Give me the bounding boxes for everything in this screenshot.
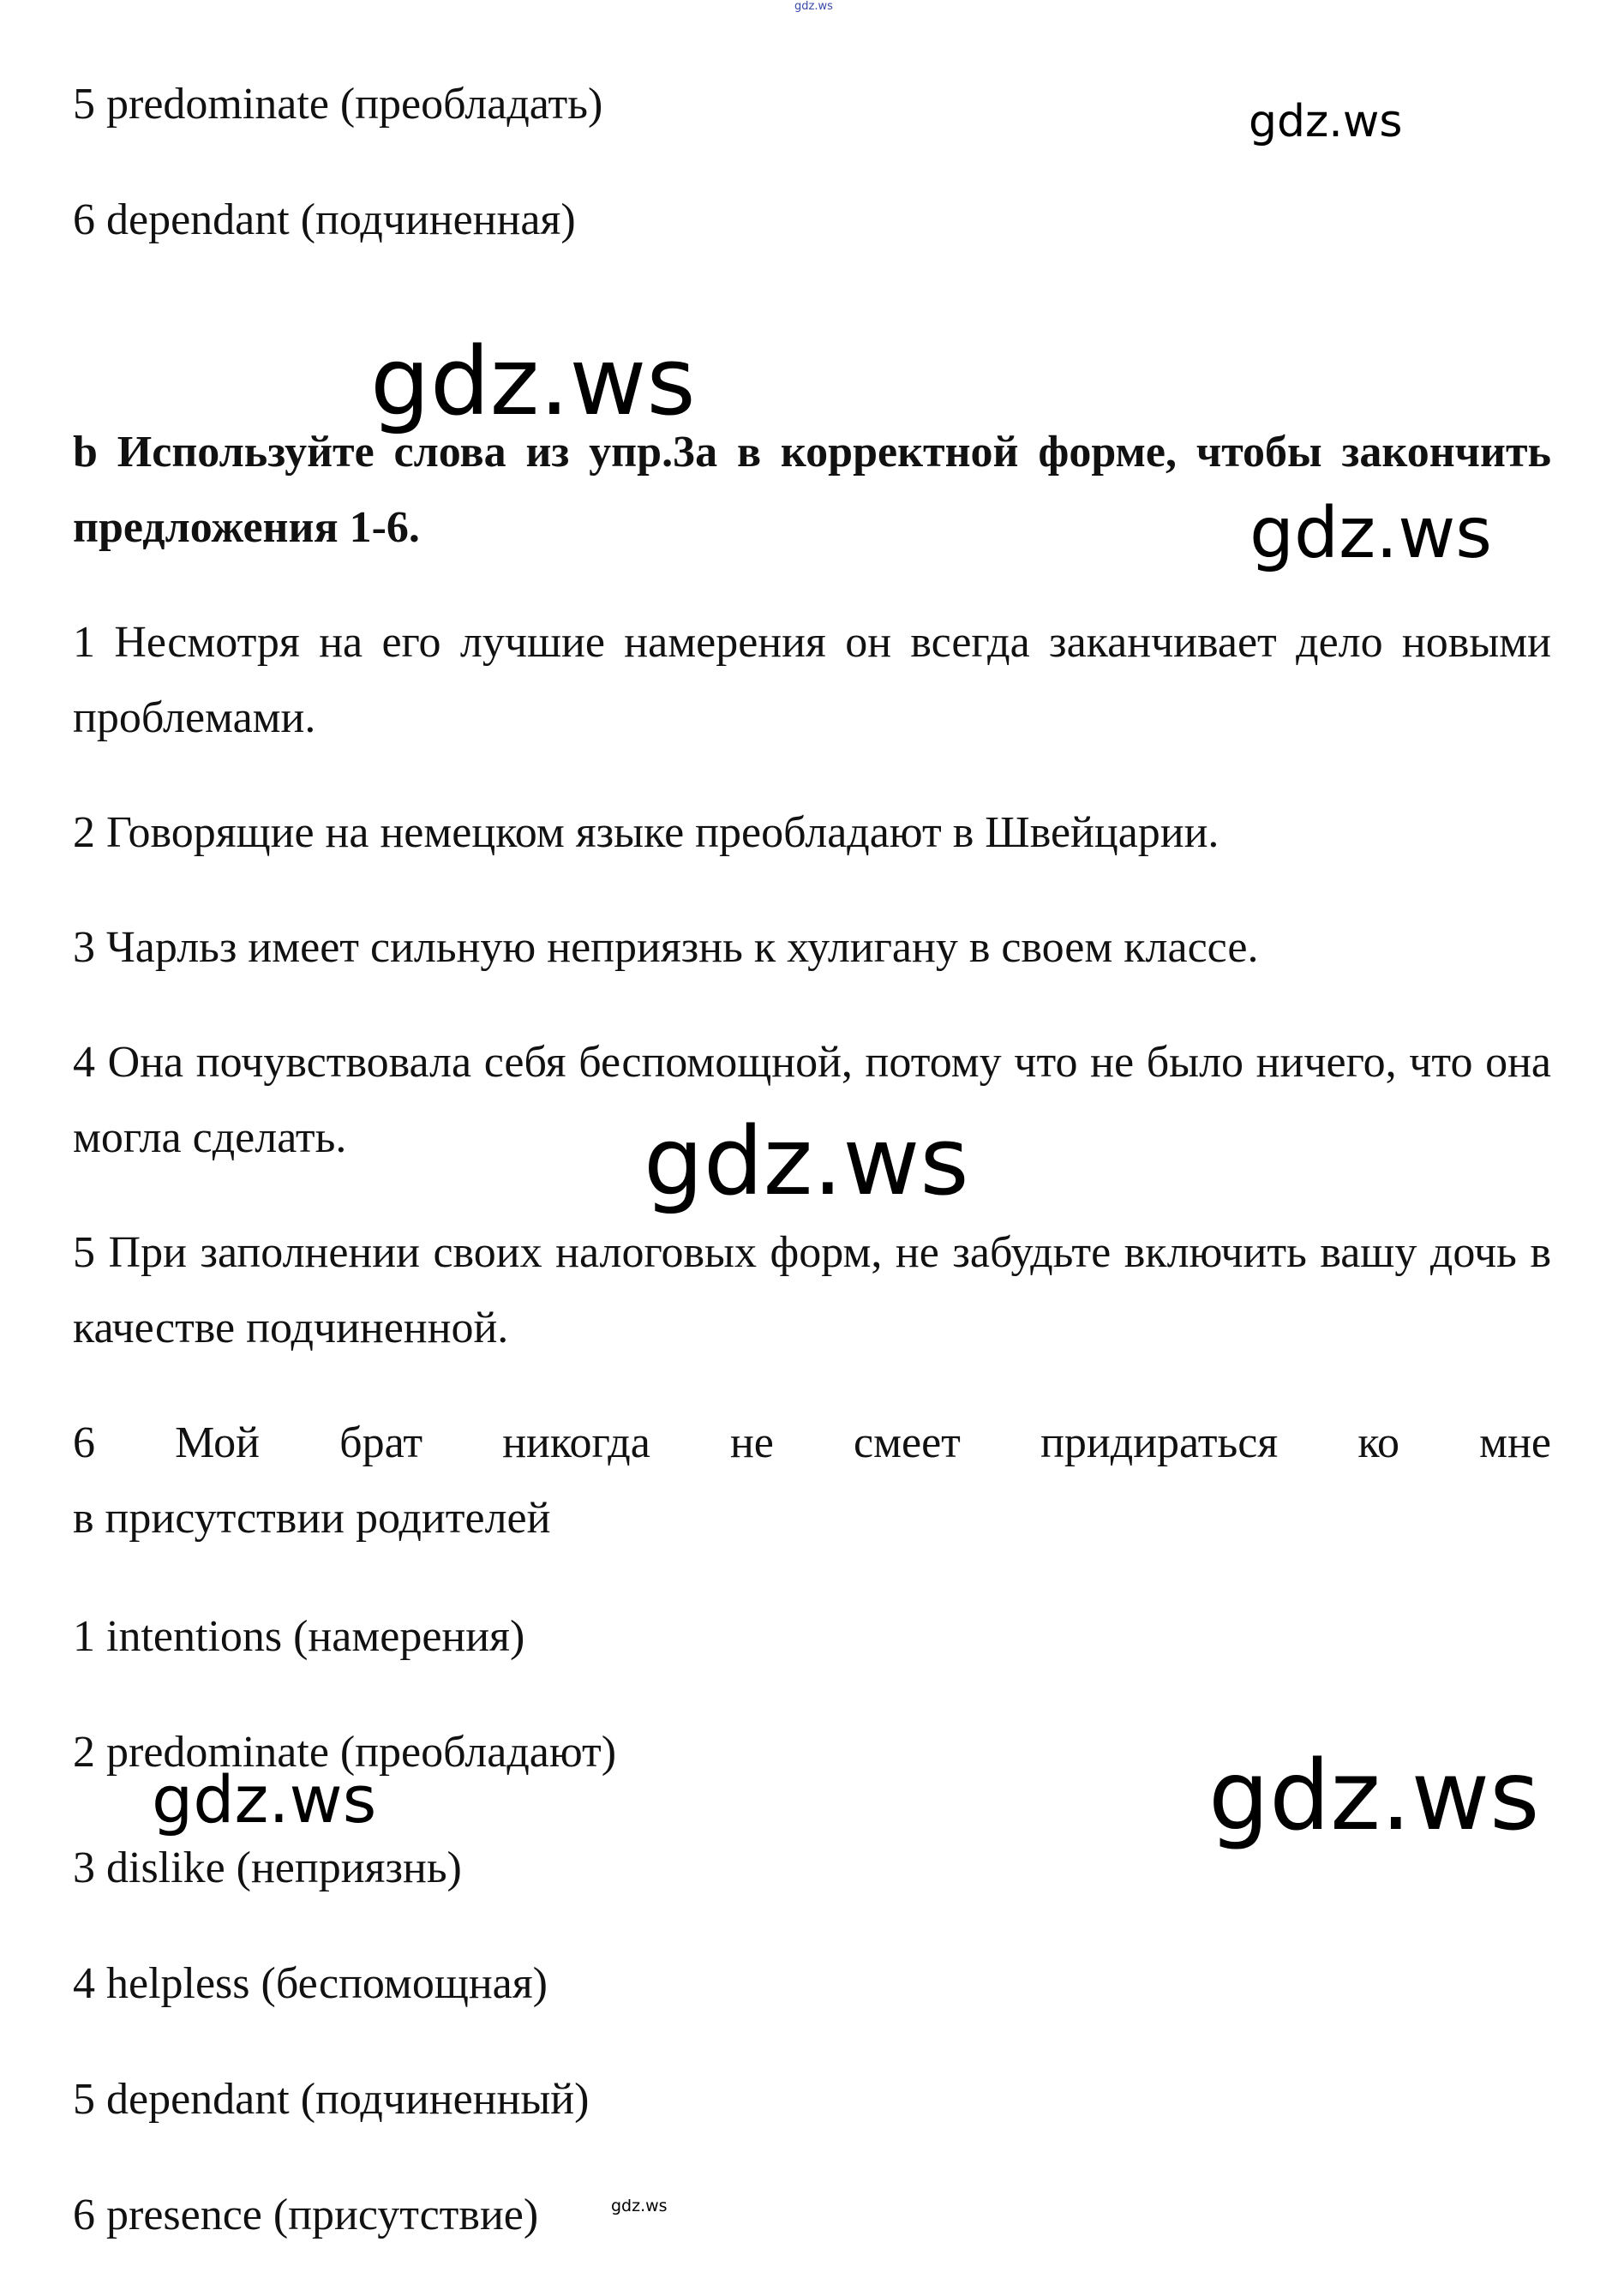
sentence: 2 Говорящие на немецком языке преобладают в Швейцарии. [73,808,1219,857]
watermark-top: gdz.ws [794,0,833,13]
answer-line: 3 dislike (неприязнь) [73,1843,462,1892]
answer-line: 5 predominate (преобладать) [73,80,603,129]
sentence: 3 Чарльз имеет сильную неприязнь к хулигану в своем классе. [73,923,1259,972]
answer-line: 5 dependant (подчиненный) [73,2075,590,2124]
sentence: 5 При заполнении своих налоговых форм, не забудьте включить вашу дочь в качестве подчиненной. [73,1228,1551,1352]
watermark: gdz.ws [1249,493,1492,574]
watermark: gdz.ws [644,1106,969,1216]
answer-line: 2 predominate (преобладают) [73,1728,617,1777]
answer-line: 4 helpless (беспомощная) [73,1959,548,2008]
watermark: gdz.ws [370,327,696,436]
answer-line: 6 dependant (подчиненная) [73,195,576,244]
watermark: gdz.ws [1208,1741,1540,1852]
answer-line: 6 presence (присутствие) [73,2191,539,2239]
sentence-continuation: в присутствии родителей [73,1494,551,1543]
watermark: gdz.ws [152,1761,377,1837]
sentence: 1 Несмотря на его лучшие намерения он всегда заканчивает дело новыми проблемами. [73,618,1551,742]
watermark: gdz.ws [611,2197,668,2215]
answer-line: 1 intentions (намерения) [73,1612,525,1661]
task-heading: b Используйте слова из упр.3а в корректной форме, чтобы закончить предложения 1-6. [73,428,1551,552]
watermark: gdz.ws [1249,96,1403,147]
sentence: 4 Она почувствовала себя беспомощной, потому что не было ничего, что она могла сделать. [73,1038,1551,1162]
sentence: 6 Мой брат никогда не смеет придираться ко мне [73,1418,1551,1467]
